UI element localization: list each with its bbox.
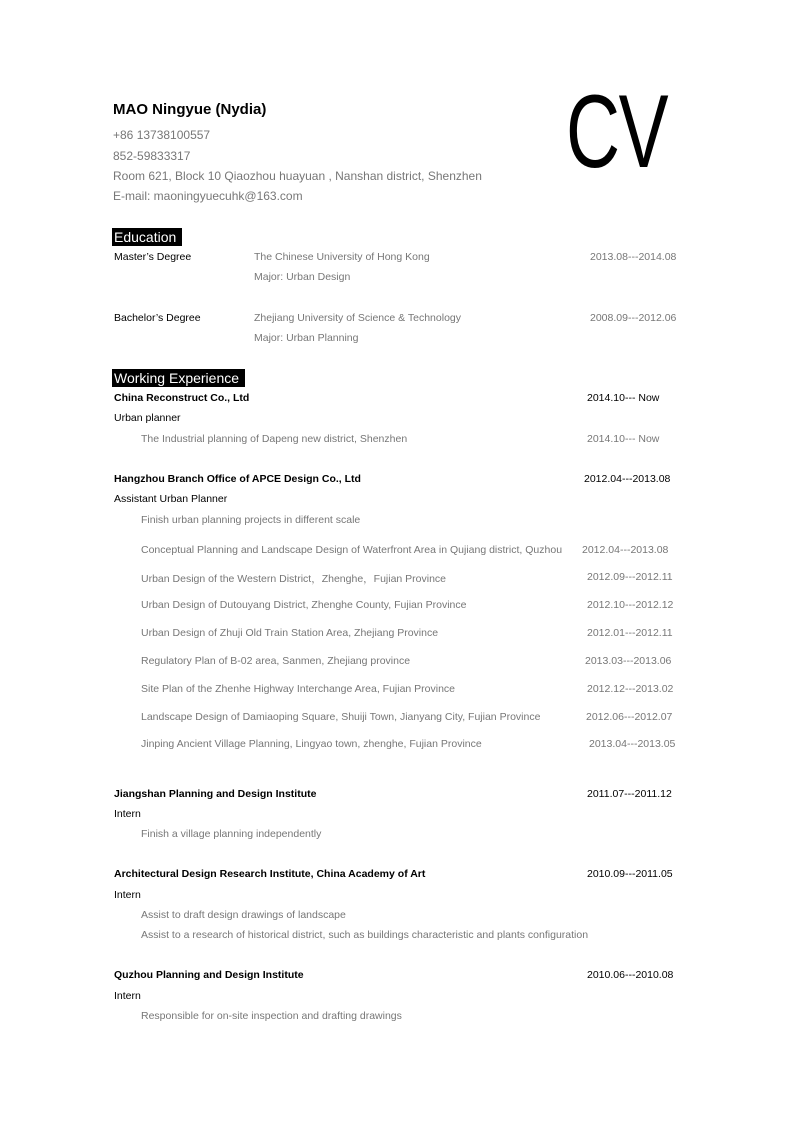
role: Intern bbox=[114, 990, 141, 1002]
company: Jiangshan Planning and Design Institute bbox=[114, 788, 317, 800]
project: Urban Design of the Western District，Zhenghe，Fujian Province bbox=[141, 573, 447, 585]
date: 2013.08---2014.08 bbox=[590, 251, 677, 263]
major: Major: Urban Design bbox=[254, 271, 351, 283]
role: Intern bbox=[114, 889, 141, 901]
job-date: 2011.07---2011.12 bbox=[587, 788, 672, 800]
role: Intern bbox=[114, 808, 141, 820]
project-date: 2013.03---2013.06 bbox=[585, 655, 672, 667]
project-date: 2012.10---2012.12 bbox=[587, 599, 674, 611]
company: China Reconstruct Co., Ltd bbox=[114, 392, 250, 404]
project: Urban Design of Zhuji Old Train Station Area, Zhejiang Province bbox=[141, 627, 439, 639]
phone-number: +86 13738100557 bbox=[113, 128, 211, 142]
job-date: 2012.04---2013.08 bbox=[584, 473, 671, 485]
project-date: 2012.06---2012.07 bbox=[586, 711, 673, 723]
project-date: 2013.04---2013.05 bbox=[589, 738, 676, 750]
job-date: 2010.09---2011.05 bbox=[587, 868, 673, 880]
project: Conceptual Planning and Landscape Design of Waterfront Area in Qujiang district, Quzhou bbox=[141, 544, 563, 556]
project-date: 2012.12---2013.02 bbox=[587, 683, 674, 695]
project: The Industrial planning of Dapeng new district, Shenzhen bbox=[141, 433, 408, 445]
project-date: 2012.09---2012.11 bbox=[587, 571, 673, 583]
project-date: 2012.04---2013.08 bbox=[582, 544, 669, 556]
degree: Bachelor’s Degree bbox=[114, 312, 201, 324]
degree: Master’s Degree bbox=[114, 251, 192, 263]
job-date: 2010.06---2010.08 bbox=[587, 969, 674, 981]
phone-number-2: 852-59833317 bbox=[113, 149, 191, 163]
work-heading: Working Experience bbox=[112, 369, 245, 387]
project: Site Plan of the Zhenhe Highway Interchange Area, Fujian Province bbox=[141, 683, 456, 695]
project: Landscape Design of Damiaoping Square, Shuiji Town, Jianyang City, Fujian Province bbox=[141, 711, 541, 723]
education-heading: Education bbox=[112, 228, 182, 246]
project: Urban Design of Dutouyang District, Zhenghe County, Fujian Province bbox=[141, 599, 467, 611]
company: Quzhou Planning and Design Institute bbox=[114, 969, 304, 981]
project: Responsible for on-site inspection and drafting drawings bbox=[141, 1010, 402, 1022]
job-date: 2014.10--- Now bbox=[587, 392, 660, 404]
project: Assist to draft design drawings of landscape bbox=[141, 909, 346, 921]
cv-mark: CV bbox=[566, 74, 668, 190]
major: Major: Urban Planning bbox=[254, 332, 359, 344]
school: Zhejiang University of Science & Technology bbox=[254, 312, 462, 324]
role: Assistant Urban Planner bbox=[114, 493, 228, 505]
company: Hangzhou Branch Office of APCE Design Co., Ltd bbox=[114, 473, 361, 485]
role: Urban planner bbox=[114, 412, 181, 424]
project: Jinping Ancient Village Planning, Lingyao town, zhenghe, Fujian Province bbox=[141, 738, 482, 750]
email: E-mail: maoningyuecuhk@163.com bbox=[113, 189, 303, 203]
project-date: 2012.01---2012.11 bbox=[587, 627, 673, 639]
project: Assist to a research of historical district, such as buildings characteristic and plants configuration bbox=[141, 929, 589, 941]
company: Architectural Design Research Institute, China Academy of Art bbox=[114, 868, 426, 880]
project: Finish a village planning independently bbox=[141, 828, 322, 840]
project: Finish urban planning projects in different scale bbox=[141, 514, 361, 526]
person-name: MAO Ningyue (Nydia) bbox=[113, 101, 267, 118]
date: 2008.09---2012.06 bbox=[590, 312, 677, 324]
address: Room 621, Block 10 Qiaozhou huayuan , Nanshan district, Shenzhen bbox=[113, 169, 482, 183]
project-date: 2014.10--- Now bbox=[587, 433, 660, 445]
project: Regulatory Plan of B-02 area, Sanmen, Zhejiang province bbox=[141, 655, 411, 667]
school: The Chinese University of Hong Kong bbox=[254, 251, 430, 263]
